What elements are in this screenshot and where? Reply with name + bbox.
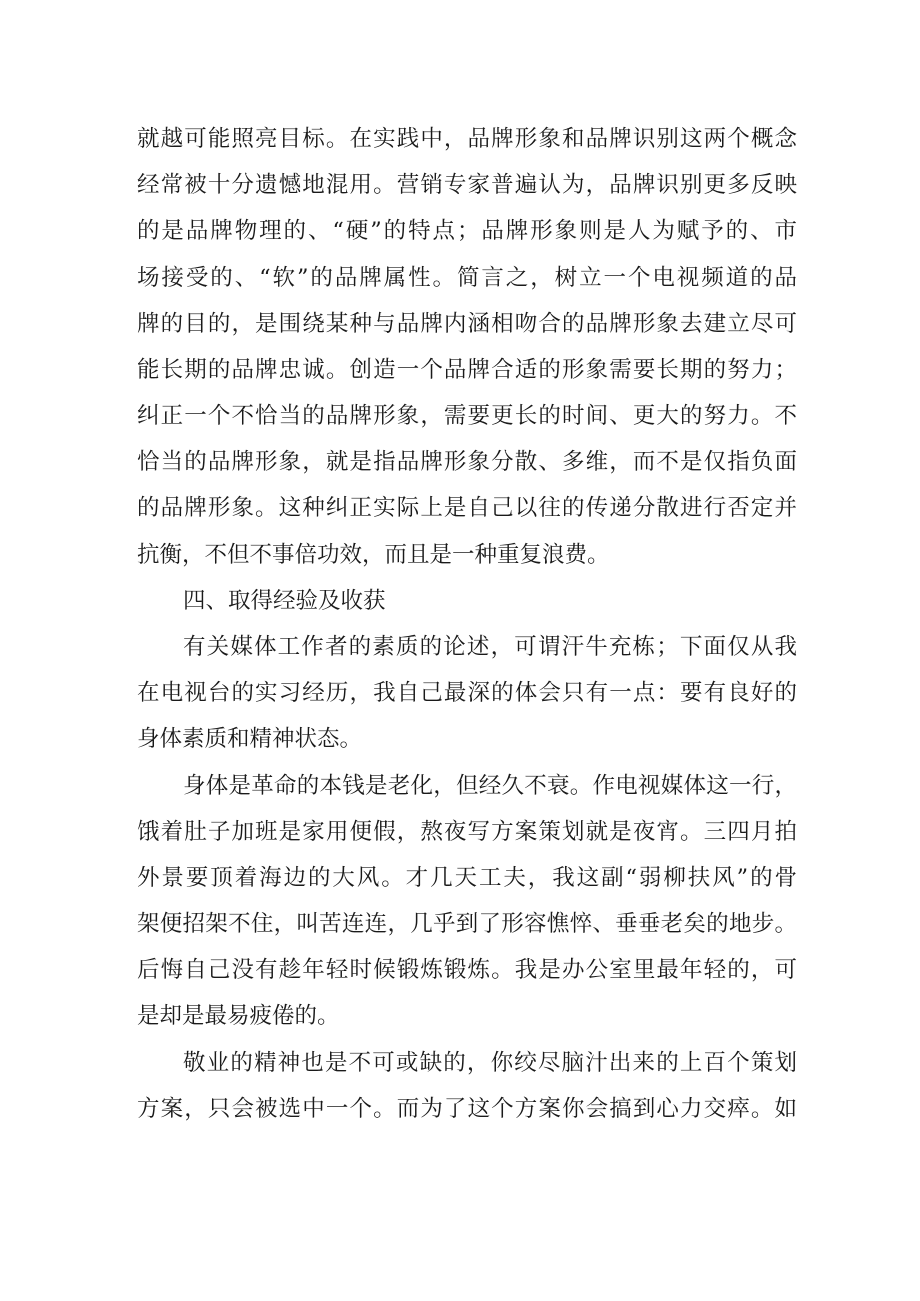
text-line: 敬业的精神也是不可或缺的，你绞尽脑汁出来的上百个策划 (183, 1050, 797, 1076)
text-line: 方案，只会被选中一个。而为了这个方案你会搞到心力交瘁。如 (137, 1096, 797, 1122)
text-line: 的品牌形象。这种纠正实际上是自己以往的传递分散进行否定并 (137, 495, 797, 521)
text-line: 抗衡，不但不事倍功效，而且是一种重复浪费。 (137, 542, 610, 568)
text-line: 场接受的、“软”的品牌属性。简言之，树立一个电视频道的品 (137, 265, 797, 291)
text-line: 恰当的品牌形象，就是指品牌形象分散、多维，而不是仅指负面 (137, 449, 797, 475)
text-line: 就越可能照亮目标。在实践中，品牌形象和品牌识别这两个概念 (137, 126, 797, 152)
text-line: 身体素质和精神状态。 (137, 726, 363, 752)
text-line: 饿着肚子加班是家用便假，熬夜写方案策划就是夜宵。三四月拍 (137, 819, 797, 845)
text-line: 架便招架不住，叫苦连连，几乎到了形容憔悴、垂垂老矣的地步。 (137, 911, 797, 937)
text-line: 在电视台的实习经历，我自己最深的体会只有一点：要有良好的 (137, 680, 797, 706)
text-line: 的是品牌物理的、“硬”的特点；品牌形象则是人为赋予的、市 (137, 218, 797, 244)
text-line: 牌的目的，是围绕某种与品牌内涵相吻合的品牌形象去建立尽可 (137, 311, 797, 337)
text-line: 是却是最易疲倦的。 (137, 1003, 340, 1029)
text-line: 身体是革命的本钱是老化，但经久不衰。作电视媒体这一行， (183, 773, 797, 799)
section-heading: 四、取得经验及收获 (183, 588, 386, 614)
text-line: 有关媒体工作者的素质的论述，可谓汗牛充栋；下面仅从我 (183, 634, 797, 660)
text-line: 能长期的品牌忠诚。创造一个品牌合适的形象需要长期的努力； (137, 357, 797, 383)
text-line: 经常被十分遗憾地混用。营销专家普遍认为，品牌识别更多反映 (137, 172, 797, 198)
text-line: 后悔自己没有趁年轻时候锻炼锻炼。我是办公室里最年轻的，可 (137, 957, 797, 983)
text-line: 纠正一个不恰当的品牌形象，需要更长的时间、更大的努力。不 (137, 403, 797, 429)
text-line: 外景要顶着海边的大风。才几天工夫，我这副“弱柳扶风”的骨 (137, 865, 797, 891)
